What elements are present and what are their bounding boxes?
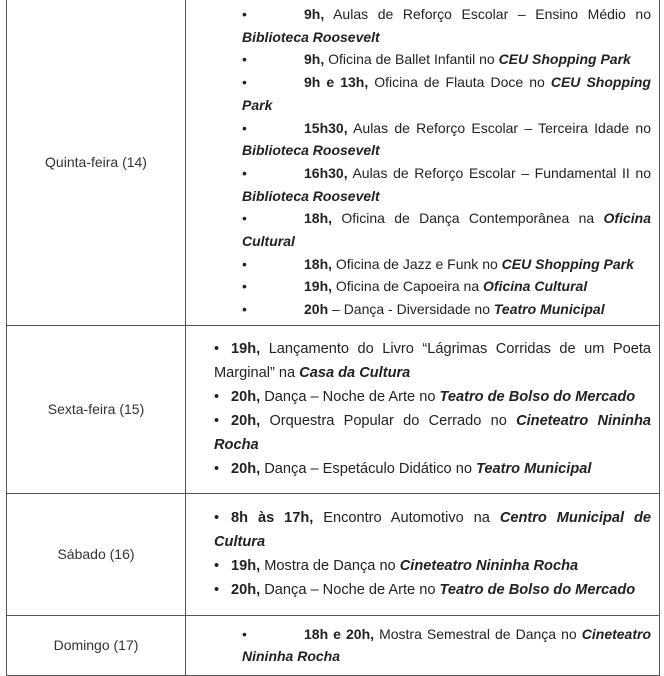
event-item	[214, 337, 651, 385]
event-description: Mostra Semestral de Dança no	[374, 625, 582, 642]
event-venue: Biblioteca Roosevelt	[242, 28, 380, 45]
event-description: Oficina de Ballet Infantil no	[324, 51, 499, 68]
event-description: Encontro Automotivo na	[313, 510, 500, 527]
day-cell: Sexta-feira (15)	[7, 325, 186, 493]
event-time: 20h,	[231, 413, 261, 430]
event-item	[214, 409, 651, 457]
bullet-icon	[242, 71, 304, 94]
event-list	[186, 506, 651, 602]
bullet-icon	[242, 207, 304, 230]
event-time: 9h,	[304, 6, 325, 22]
event-time: 9h e 13h,	[304, 74, 369, 91]
bullet-icon	[214, 457, 231, 481]
event-venue: Casa da Cultura	[299, 365, 411, 382]
event-time: 8h às 17h,	[231, 510, 314, 527]
event-venue: Teatro Municipal	[476, 461, 592, 478]
table-row	[7, 615, 660, 675]
events-cell	[186, 493, 660, 615]
event-time: 16h30,	[304, 164, 348, 181]
event-venue: Cineteatro Nininha Rocha	[214, 413, 651, 454]
bullet-icon	[242, 623, 304, 646]
event-item	[242, 71, 651, 116]
event-item	[242, 48, 651, 71]
event-time: 18h,	[304, 210, 333, 227]
event-time: 18h,	[304, 255, 333, 272]
bullet-icon	[214, 578, 231, 602]
event-item	[242, 117, 651, 162]
event-description: Orquestra Popular do Cerrado no	[260, 413, 517, 430]
event-venue: CEU Shopping Park	[498, 51, 631, 68]
event-time: 20h,	[231, 582, 261, 599]
event-description: Lançamento do Livro “Lágrimas Corridas de um Poeta Marginal” na	[214, 341, 651, 382]
event-time: 19h,	[304, 278, 333, 295]
event-item	[214, 506, 651, 554]
bullet-icon	[242, 117, 304, 140]
event-description: Aulas de Reforço Escolar – Ensino Médio no	[324, 6, 651, 22]
event-venue: Teatro de Bolso do Mercado	[439, 389, 636, 406]
event-venue: Centro Municipal de Cultura	[214, 510, 652, 551]
event-time: 9h,	[304, 51, 325, 68]
event-list	[186, 623, 651, 668]
event-time: 15h30,	[304, 119, 348, 136]
bullet-icon	[242, 3, 304, 26]
events-cell	[186, 615, 660, 675]
event-time: 19h,	[231, 558, 261, 575]
event-item	[214, 457, 651, 481]
bullet-icon	[242, 253, 304, 276]
bullet-icon	[214, 409, 231, 433]
event-venue: CEU Shopping Park	[242, 74, 651, 113]
event-description: – Dança - Diversidade no	[328, 301, 494, 318]
schedule-table	[6, 0, 660, 676]
event-venue: Teatro Municipal	[493, 301, 605, 318]
day-cell: Sábado (16)	[7, 493, 186, 615]
event-time: 19h,	[231, 341, 261, 358]
event-venue: Cineteatro Nininha Rocha	[242, 625, 651, 665]
day-cell: Domingo (17)	[7, 615, 186, 675]
table-row	[7, 325, 660, 493]
event-venue: Biblioteca Roosevelt	[242, 187, 380, 204]
event-description: Aulas de Reforço Escolar – Fundamental II no	[347, 164, 651, 181]
event-venue: Cineteatro Nininha Rocha	[399, 558, 579, 575]
bullet-icon	[242, 48, 304, 71]
event-description: Oficina de Dança Contemporânea na	[332, 210, 604, 227]
event-description: Mostra de Dança no	[260, 558, 400, 575]
bullet-icon	[242, 298, 304, 321]
bullet-icon	[214, 554, 231, 578]
event-item	[214, 554, 651, 578]
bullet-icon	[242, 275, 304, 298]
events-cell	[186, 325, 660, 493]
event-item	[242, 253, 651, 276]
event-list	[186, 337, 651, 481]
event-list	[186, 3, 651, 321]
event-description: Dança – Noche de Arte no	[260, 582, 440, 599]
event-venue: Biblioteca Roosevelt	[242, 142, 380, 159]
event-item	[242, 162, 651, 207]
event-item	[242, 207, 651, 252]
event-item	[214, 385, 651, 409]
bullet-icon	[242, 162, 304, 185]
event-item	[214, 578, 651, 602]
bullet-icon	[214, 506, 231, 530]
event-time: 18h e 20h,	[304, 625, 375, 642]
event-description: Oficina de Capoeira na	[332, 278, 483, 295]
day-cell: Quinta-feira (14)	[7, 0, 186, 325]
table-row	[7, 493, 660, 615]
event-description: Dança – Espetáculo Didático no	[260, 461, 476, 478]
event-item	[242, 623, 651, 668]
event-description: Aulas de Reforço Escolar – Terceira Idade no	[347, 119, 651, 136]
event-description: Oficina de Jazz e Funk no	[332, 255, 502, 272]
event-venue: Teatro de Bolso do Mercado	[439, 582, 636, 599]
event-item	[242, 275, 651, 298]
event-item	[242, 3, 651, 48]
event-time: 20h,	[231, 461, 261, 478]
events-cell	[186, 0, 660, 325]
event-time: 20h	[304, 301, 329, 318]
table-row	[7, 0, 660, 325]
event-time: 20h,	[231, 389, 261, 406]
event-item	[242, 298, 651, 321]
event-venue: Oficina Cultural	[242, 210, 651, 250]
event-venue: CEU Shopping Park	[501, 255, 634, 272]
event-description: Dança – Noche de Arte no	[260, 389, 440, 406]
bullet-icon	[214, 385, 231, 409]
event-description: Oficina de Flauta Doce no	[368, 74, 551, 91]
event-venue: Oficina Cultural	[483, 278, 588, 295]
bullet-icon	[214, 337, 231, 361]
